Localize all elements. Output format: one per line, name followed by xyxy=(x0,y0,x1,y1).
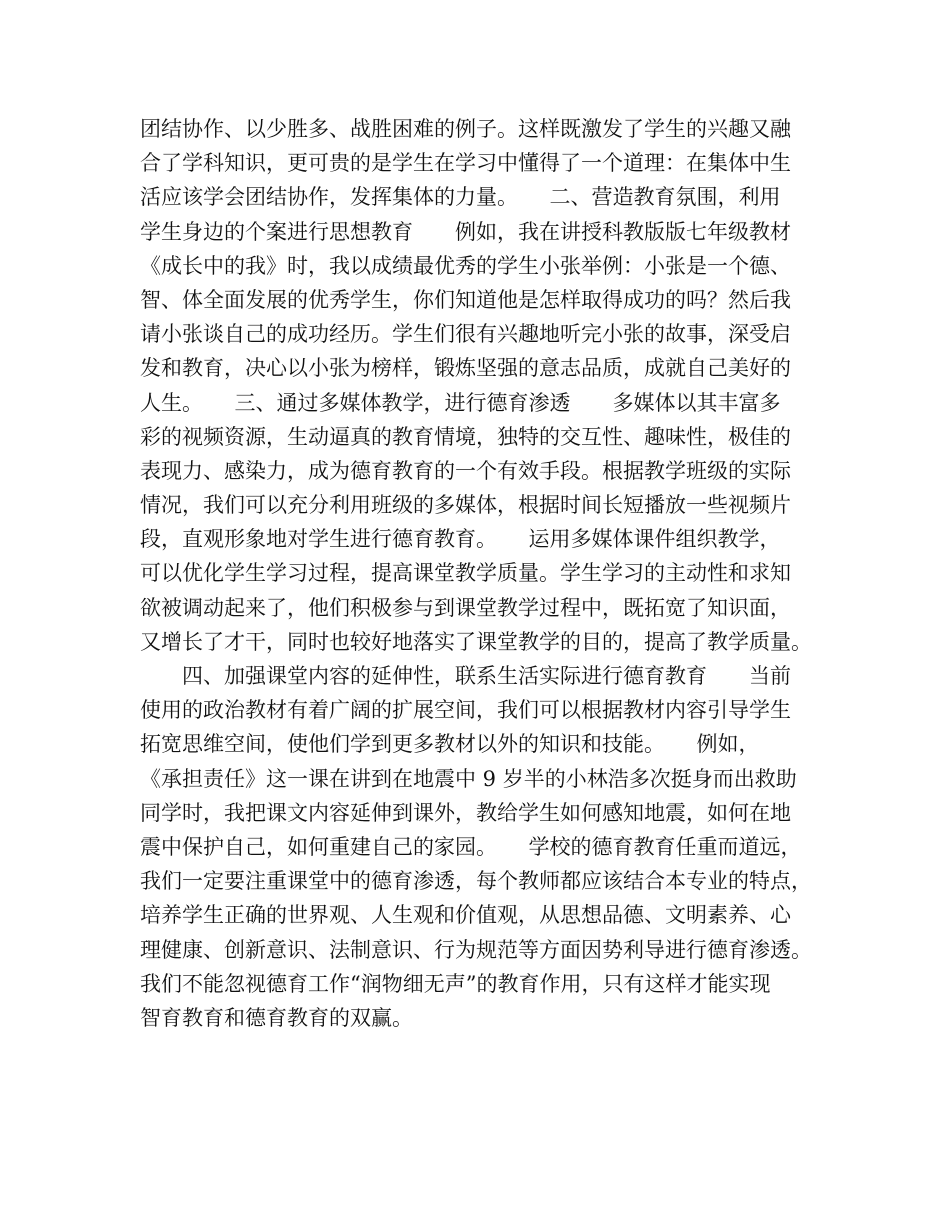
text-line: 团结协作、以少胜多、战胜困难的例子。这样既激发了学生的兴趣又融 xyxy=(140,117,791,141)
text-line: 智育教育和德育教育的双赢。 xyxy=(140,1005,413,1030)
text-line: 段，直观形象地对学生进行德育教育。 运用多媒体课件组织教学， xyxy=(140,527,781,552)
text-line: 人生。 三、通过多媒体教学，进行德育渗透 多媒体以其丰富多 xyxy=(140,390,781,415)
text-line: 震中保护自己，如何重建自己的家园。 学校的德育教育任重而道远， xyxy=(140,834,802,859)
body-text xyxy=(140,112,840,1035)
text-line: 我们不能忽视德育工作“润物细无声”的教育作用，只有这样才能实现 xyxy=(140,971,771,996)
text-line: 彩的视频资源，生动逼真的教育情境，独特的交互性、趣味性，极佳的 xyxy=(140,424,791,449)
text-line: 可以优化学生学习过程，提高课堂教学质量。学生学习的主动性和求知 xyxy=(140,561,791,586)
text-line: 拓宽思维空间，使他们学到更多教材以外的知识和技能。 例如， xyxy=(140,732,760,757)
text-line: 活应该学会团结协作，发挥集体的力量。 二、营造教育氛围，利用 xyxy=(140,185,781,210)
text-line: 又增长了才干，同时也较好地落实了课堂教学的目的，提高了教学质量。 xyxy=(140,629,812,654)
text-line: 四、加强课堂内容的延伸性，联系生活实际进行德育教育 当前 xyxy=(140,664,791,688)
text-line: 理健康、创新意识、法制意识、行为规范等方面因势利导进行德育渗透。 xyxy=(140,937,812,962)
text-line: 《成长中的我》时，我以成绩最优秀的学生小张举例：小张是一个德、 xyxy=(140,253,791,278)
text-line: 表现力、感染力，成为德育教育的一个有效手段。根据教学班级的实际 xyxy=(140,458,791,483)
text-line: 情况，我们可以充分利用班级的多媒体，根据时间长短播放一些视频片 xyxy=(140,493,791,518)
text-line: 使用的政治教材有着广阔的扩展空间，我们可以根据教材内容引导学生 xyxy=(140,698,791,723)
text-line: 《承担责任》这一课在讲到在地震中 9 岁半的小林浩多次挺身而出救助 xyxy=(140,766,797,791)
text-line: 智、体全面发展的优秀学生，你们知道他是怎样取得成功的吗？然后我 xyxy=(140,287,791,312)
text-line: 请小张谈自己的成功经历。学生们很有兴趣地听完小张的故事，深受启 xyxy=(140,322,791,347)
text-line: 同学时，我把课文内容延伸到课外，教给学生如何感知地震，如何在地 xyxy=(140,800,791,825)
text-line: 我们一定要注重课堂中的德育渗透，每个教师都应该结合本专业的特点， xyxy=(140,869,812,894)
text-line: 发和教育，决心以小张为榜样，锻炼坚强的意志品质，成就自己美好的 xyxy=(140,356,791,381)
text-line: 欲被调动起来了，他们积极参与到课堂教学过程中，既拓宽了知识面， xyxy=(140,595,791,620)
text-line: 培养学生正确的世界观、人生观和价值观，从思想品德、文明素养、心 xyxy=(140,903,791,928)
text-line: 学生身边的个案进行思想教育 例如，我在讲授科教版版七年级教材 xyxy=(140,219,791,244)
text-line: 合了学科知识，更可贵的是学生在学习中懂得了一个道理：在集体中生 xyxy=(140,151,791,176)
